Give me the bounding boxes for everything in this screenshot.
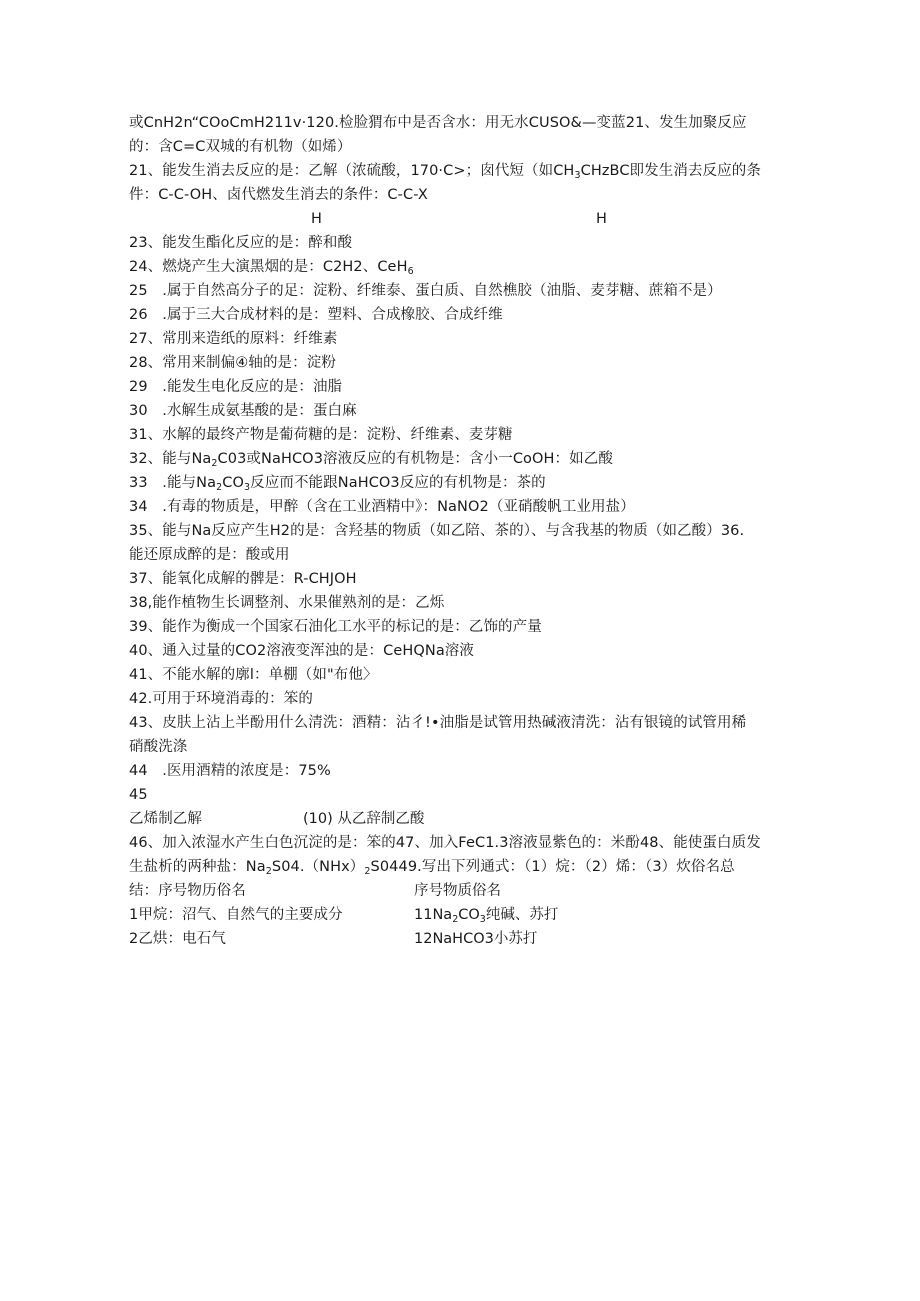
subscript: 3	[574, 170, 581, 181]
text-line	[129, 737, 187, 757]
text-run: 40、通入过量的CO2溶液变浑浊的是：CeHQNa溶液	[129, 643, 475, 659]
text-run: 26 .属于三大合成材料的是：塑料、合成橡胶、合成纤维	[129, 307, 503, 323]
text-run: S04.（NHx）	[271, 859, 365, 875]
text-line	[129, 617, 542, 637]
formula-h-right: H	[596, 211, 607, 227]
table-row-right: 12NaHCO3小苏打	[414, 931, 538, 947]
text-line	[129, 377, 342, 397]
text-line	[129, 545, 290, 565]
text-run: 件：C-C-OH、卤代燃发生消去的条件：C-C-X	[129, 187, 428, 203]
text-run: 35、能与Na反应产生H2的是：含羟基的物质（如乙陪、茶的）、与含我基的物质（如乙酸）36.	[129, 523, 745, 539]
text-run: 29 .能发生电化反应的是：油脂	[129, 379, 343, 395]
text-run: 或CnH2n“COoCmH211v·120.检脸猬布中是否含水：用无水CUSO&—变蓝21、发生加聚反应	[129, 115, 747, 131]
text-line	[129, 833, 761, 853]
subscript: 2	[265, 866, 272, 877]
table-row-left	[129, 905, 343, 925]
text-run: 32、能与Na	[129, 451, 212, 467]
text-run: 44 .医用酒精的浓度是：75%	[129, 763, 331, 779]
subscript: 2	[364, 866, 371, 877]
text-run: 25 .属于自然高分子的足：淀粉、纤维泰、蛋白质、自然樵胶（油脂、麦芽糖、蔗箱不是）	[129, 283, 722, 299]
text-line-right: (10) 从乙辞制乙酸	[303, 811, 425, 827]
text-run: 30 .水解生成氨基酸的是：蛋白麻	[129, 403, 357, 419]
text-line	[129, 449, 613, 471]
text-line	[129, 641, 474, 661]
subscript: 3	[479, 914, 486, 925]
text-run: 硝酸洗涤	[129, 739, 188, 755]
text-run: 39、能作为衡成一个国家石油化工水平的标记的是：乙饰的产量	[129, 619, 542, 635]
table-header-right: 序号物质俗名	[414, 883, 501, 899]
text-line	[129, 857, 735, 879]
text-run: CO	[222, 475, 244, 491]
text-run: 反应而不能跟NaHCO3反应的有机物是：茶的	[250, 475, 546, 491]
text-line	[129, 881, 246, 901]
text-run: 43、皮肤上沾上半酚用什么清洗：酒精：沾彳!•油脂是试管用热碱液清洗：沾有银镜的试管用稀	[129, 715, 747, 731]
text-run: 28、常用来制偏④轴的是：淀粉	[129, 355, 336, 371]
text-line	[129, 161, 761, 183]
text-line	[129, 569, 357, 589]
text-line	[129, 425, 513, 445]
text-run: 23、能发生酯化反应的是：醉和酸	[129, 235, 353, 251]
text-run: 1甲烷：沼气、自然气的主要成分	[129, 907, 343, 923]
text-line	[129, 473, 546, 495]
text-line	[129, 689, 313, 709]
text-line	[129, 353, 336, 373]
subscript: 6	[407, 266, 414, 277]
text-run: 27、常刖来造纸的原料：纤维素	[129, 331, 338, 347]
text-run: 46、加入浓湿水产生白色沉淀的是：笨的47、加入FeC1.3溶液显紫色的：米酚48、能使蛋白质发	[129, 835, 761, 851]
text-run: 31、水解的最终产物是葡荷糖的是：淀粉、纤维素、麦芽糖	[129, 427, 513, 443]
text-line	[129, 305, 503, 325]
formula-h-left: H	[311, 211, 322, 227]
text-run: 34 .有毒的物质是，甲醉（含在工业酒精中》：NaNO2（亚硝酸帆工业用盐）	[129, 499, 635, 515]
text-run: 21、能发生消去反应的是：乙解（浓硫酸，170·C>；囱代短（如CH	[129, 163, 575, 179]
text-run: 纯碱、苏打	[485, 907, 559, 923]
text-run: 结：序号物历俗名	[129, 883, 246, 899]
text-run: 能还原成醉的是：酸或用	[129, 547, 290, 563]
text-run: S0449.写出下列通式：（1）烷：（2）烯：（3）炊俗名总	[370, 859, 735, 875]
text-run: 的：含C=C双城的有机物（如烯）	[129, 139, 352, 155]
text-run: 乙烯制乙解	[129, 811, 202, 827]
text-run: C03或NaHCO3溶液反应的有机物是：含小一CoOH：如乙酸	[217, 451, 613, 467]
table-row-right	[414, 905, 558, 927]
text-run: CHzBC即发生消去反应的条	[580, 163, 761, 179]
text-line	[129, 329, 337, 349]
text-line	[129, 113, 747, 133]
subscript: 2	[452, 914, 459, 925]
text-line	[129, 497, 635, 517]
text-line	[129, 713, 746, 733]
text-line	[129, 233, 352, 253]
text-line	[129, 665, 378, 685]
table-row-left	[129, 929, 226, 949]
subscript: 2	[216, 482, 223, 493]
text-line	[129, 257, 414, 279]
text-line	[129, 761, 331, 781]
text-run: 45	[129, 787, 148, 803]
text-run: 33 .能与Na	[129, 475, 217, 491]
text-line	[129, 137, 352, 157]
text-run: 24、燃烧产生大演黑烟的是：C2H2、CeH	[129, 259, 408, 275]
subscript: 3	[244, 482, 251, 493]
text-run: 2乙烘：电石气	[129, 931, 226, 947]
text-line	[129, 785, 148, 805]
text-run: 41、不能水解的廓l：单棚（如"布他〉	[129, 667, 378, 683]
text-run: 11Na	[414, 907, 453, 923]
text-run: 38,能作植物生长调整剂、水果催熟剂的是：乙烁	[129, 595, 445, 611]
text-line	[129, 281, 722, 301]
text-line	[129, 401, 357, 421]
text-run: 42.可用于环境消毒的：笨的	[129, 691, 313, 707]
text-run: CO	[458, 907, 480, 923]
subscript: 2	[211, 458, 218, 469]
text-line	[129, 521, 744, 541]
text-line	[129, 593, 444, 613]
text-run: 生盐析的两种盐：Na	[129, 859, 266, 875]
text-line	[129, 185, 428, 205]
text-run: 37、能氧化成解的髀是：R-CHJOH	[129, 571, 357, 587]
text-line	[129, 809, 202, 829]
